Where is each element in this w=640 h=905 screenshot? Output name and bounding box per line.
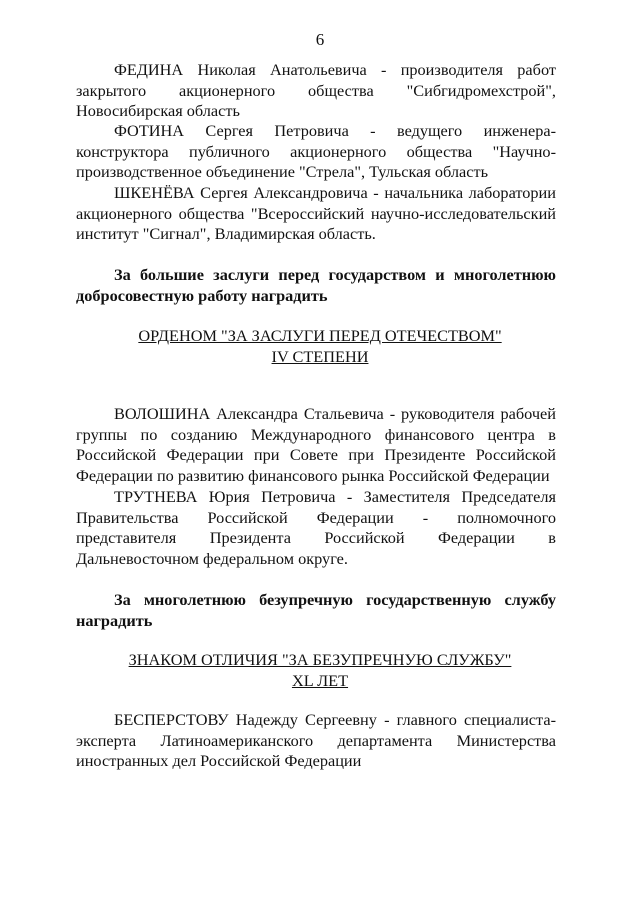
- award-heading-service: [0, 649, 640, 691]
- award-intro-order: За большие заслуги перед государством и многолетнюю добросовестную работу наградить: [76, 265, 556, 305]
- award-intro-service: За многолетнюю безупречную государственную службу наградить: [76, 590, 556, 630]
- award-heading-order: [0, 325, 640, 367]
- award-heading-service-line2: XL ЛЕТ: [291, 671, 349, 690]
- paragraph-fotin: ФОТИНА Сергея Петровича - ведущего инженера-конструктора публичного акционерного общества "Научно-производственное объединение "Стрела", Тульская область: [76, 121, 556, 181]
- award-heading-service-line1: ЗНАКОМ ОТЛИЧИЯ "ЗА БЕЗУПРЕЧНУЮ СЛУЖБУ": [128, 650, 512, 669]
- paragraph-voloshin: ВОЛОШИНА Александра Стальевича - руководителя рабочей группы по созданию Международного финансового центра в Российской Федерации при Совете при Президенте Российской Федерации по развитию финансового рынка Российской Федерации: [76, 404, 556, 485]
- page-number: 6: [315, 30, 325, 49]
- paragraph-trutnev: ТРУТНЕВА Юрия Петровича - Заместителя Председателя Правительства Российской Федерации - полномочного представителя Президента Российской Федерации в Дальневосточном федеральном округе.: [76, 487, 556, 568]
- award-heading-order-line1: ОРДЕНОМ "ЗА ЗАСЛУГИ ПЕРЕД ОТЕЧЕСТВОМ": [138, 326, 502, 345]
- paragraph-fedin: ФЕДИНА Николая Анатольевича - производителя работ закрытого акционерного общества "Сибгидромехстрой", Новосибирская область: [76, 60, 556, 120]
- paragraph-besperstova: БЕСПЕРСТОВУ Надежду Сергеевну - главного специалиста-эксперта Латиноамериканского департамента Министерства иностранных дел Российской Федерации: [76, 710, 556, 770]
- award-heading-order-line2: IV СТЕПЕНИ: [271, 347, 369, 366]
- paragraph-shkenev: ШКЕНЁВА Сергея Александровича - начальника лаборатории акционерного общества "Всероссийский научно-исследовательский институт "Сигнал", Владимирская область.: [76, 183, 556, 243]
